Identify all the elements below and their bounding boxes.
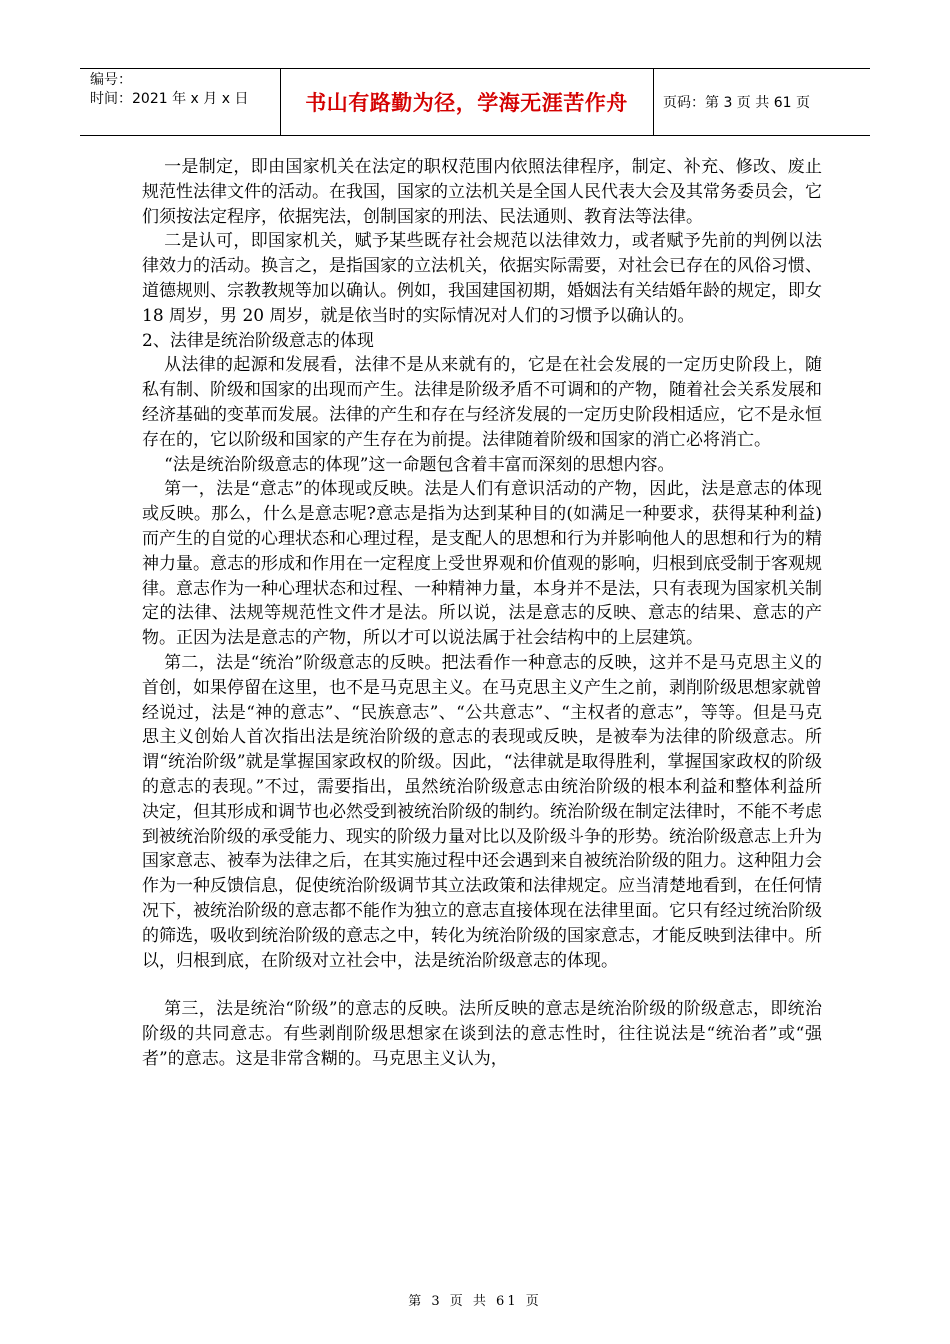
document-number-label: 编号： <box>90 72 132 88</box>
document-body <box>142 155 822 1072</box>
body-paragraph: 二是认可，即国家机关，赋予某些既存社会规范以法律效力，或者赋予先前的判例以法律效力的活动。换言之，是指国家的立法机关，依据实际需要，对社会已存在的风俗习惯、道德规则、宗教教规等加以确认。例如，我国建国初期，婚姻法有关结婚年龄的规定，即女 18 周岁，男 20 周岁，就是依当时的实际情况对人们的习惯予以确认的。 <box>142 231 822 326</box>
page-footer: 第 3 页 共 61 页 <box>408 1294 542 1309</box>
header-divider-right <box>653 68 654 136</box>
document-date-label: 时间：2021 年 x 月 x 日 <box>90 91 249 107</box>
body-paragraph: 从法律的起源和发展看，法律不是从来就有的，它是在社会发展的一定历史阶段上，随私有制、阶级和国家的出现而产生。法律是阶级矛盾不可调和的产物，随着社会关系发展和经济基础的变革而发展。法律的产生和存在与经济发展的一定历史阶段相适应，它不是永恒存在的，它以阶级和国家的产生存在为前提。法律随着阶级和国家的消亡必将消亡。 <box>142 355 822 450</box>
body-paragraph: 第三，法是统治“阶级”的意志的反映。法所反映的意志是统治阶级的阶级意志，即统治阶级的共同意志。有些剥削阶级思想家在谈到法的意志性时，往往说法是“统治者”或“强者”的意志。这是非常含糊的。马克思主义认为， <box>142 999 822 1069</box>
body-paragraph: 一是制定，即由国家机关在法定的职权范围内依照法律程序，制定、补充、修改、废止规范性法律文件的活动。在我国，国家的立法机关是全国人民代表大会及其常务委员会，它们须按法定程序，依据宪法，创制国家的刑法、民法通则、教育法等法律。 <box>142 157 822 227</box>
body-paragraph: 第二，法是“统治”阶级意志的反映。把法看作一种意志的反映，这并不是马克思主义的首创，如果停留在这里，也不是马克思主义。在马克思主义产生之前，剥削阶级思想家就曾经说过，法是“神的意志”、“民族意志”、“公共意志”、“主权者的意志”，等等。但是马克思主义创始人首次指出法是统治阶级的意志的表现或反映，是被奉为法律的阶级意志。所谓“统治阶级”就是掌握国家政权的阶级。因此，“法律就是取得胜利，掌握国家政权的阶级的意志的表现。”不过，需要指出，虽然统治阶级意志由统治阶级的根本利益和整体利益所决定，但其形成和调节也必然受到被统治阶级的制约。统治阶级在制定法律时，不能不考虑到被统治阶级的承受能力、现实的阶级力量对比以及阶级斗争的形势。统治阶级意志上升为国家意志、被奉为法律之后，在其实施过程中还会遇到来自被统治阶级的阻力。这种阻力会作为一种反馈信息，促使统治阶级调节其立法政策和法律规定。应当清楚地看到，在任何情况下，被统治阶级的意志都不能作为独立的意志直接体现在法律里面。它只有经过统治阶级的筛选，吸收到统治阶级的意志之中，转化为统治阶级的国家意志，才能反映到法律中。所以，归根到底，在阶级对立社会中，法是统治阶级意志的体现。 <box>142 652 822 971</box>
body-paragraph: 第一，法是“意志”的体现或反映。法是人们有意识活动的产物，因此，法是意志的体现或反映。那么，什么是意志呢?意志是指为达到某种目的(如满足一种要求，获得某种利益)而产生的自觉的心理状态和心理过程，是支配人的思想和行为并影响他人的思想和行为的精神力量。意志的形成和作用在一定程度上受世界观和价值观的影响，归根到底受制于客观规律。意志作为一种心理状态和过程、一种精神力量，本身并不是法，只有表现为国家机关制定的法律、法规等规范性文件才是法。所以说，法是意志的反映、意志的结果、意志的产物。正因为法是意志的产物，所以才可以说法属于社会结构中的上层建筑。 <box>142 479 822 649</box>
header-page-info: 页码：第 3 页 共 61 页 <box>663 95 810 111</box>
header-meta <box>90 71 280 109</box>
page-header <box>80 68 870 136</box>
section-heading: 2、法律是统治阶级意志的体现 <box>142 330 374 351</box>
body-paragraph: “法是统治阶级意志的体现”这一命题包含着丰富而深刻的思想内容。 <box>164 454 675 475</box>
header-motto: 书山有路勤为径，学海无涯苦作舟 <box>305 91 628 115</box>
